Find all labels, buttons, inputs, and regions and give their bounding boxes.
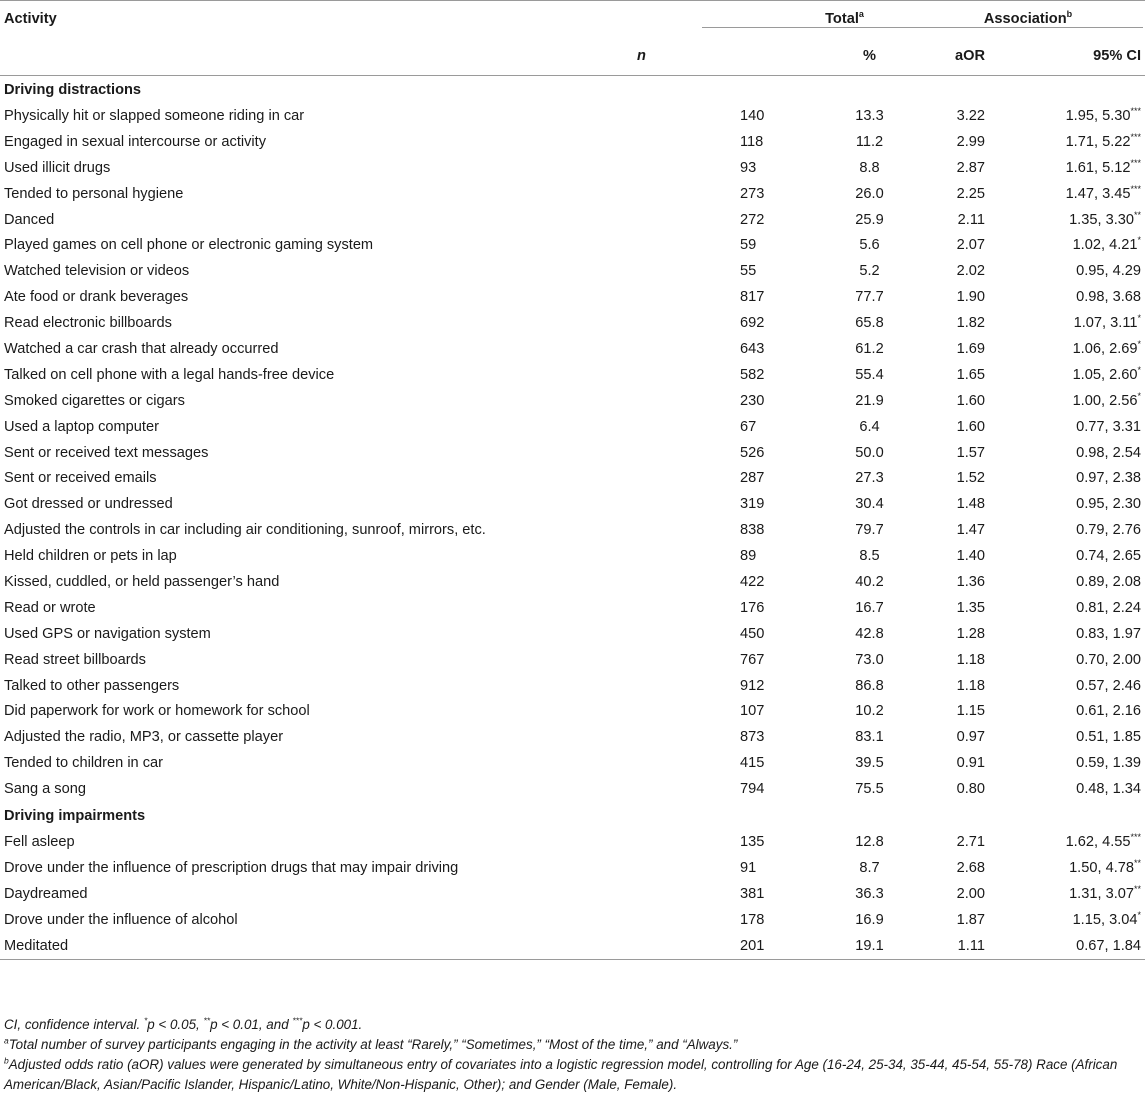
cell-pct: 10.2 xyxy=(855,703,884,720)
cell-pct: 36.3 xyxy=(855,885,884,902)
cell-n: 912 xyxy=(740,677,765,694)
cell-activity: Read or wrote xyxy=(4,599,96,616)
header-total: Total$^a$ xyxy=(590,1,896,38)
cell-activity: Used illicit drugs xyxy=(4,159,111,176)
table-row xyxy=(0,155,1145,181)
table-row xyxy=(0,569,1145,595)
cell-pct: 73.0 xyxy=(855,651,884,668)
ci-value: 0.79, 2.76 xyxy=(1076,522,1141,539)
cell-n: 287 xyxy=(740,470,765,487)
ci-value: 0.95, 2.30 xyxy=(1076,496,1141,513)
table-footnotes xyxy=(4,1015,1141,1095)
cell-aor: 1.18 xyxy=(956,651,985,668)
ci-value: 1.31, 3.07 xyxy=(1069,885,1134,902)
cell-activity: Sent or received text messages xyxy=(4,444,209,461)
cell-n: 838 xyxy=(740,522,765,539)
cell-n: 767 xyxy=(740,651,765,668)
ci-value: 0.61, 2.16 xyxy=(1076,703,1141,720)
cell-n: 89 xyxy=(740,548,757,565)
table-row xyxy=(0,855,1145,881)
table-row xyxy=(0,647,1145,673)
table-header xyxy=(0,1,1145,76)
cell-pct: 65.8 xyxy=(855,315,884,332)
table-row xyxy=(0,129,1145,155)
cell-pct: 25.9 xyxy=(855,211,884,228)
cell-aor: 1.90 xyxy=(956,289,985,306)
cell-activity: Used GPS or navigation system xyxy=(4,625,211,642)
table-row xyxy=(0,336,1145,362)
cell-aor: 1.40 xyxy=(956,548,985,565)
cell-pct: 6.4 xyxy=(859,418,880,435)
cell-ci xyxy=(995,129,1145,155)
significance-marker: * xyxy=(1137,390,1141,401)
cell-activity: Engaged in sexual intercourse or activity xyxy=(4,133,267,150)
cell-pct: 61.2 xyxy=(855,340,884,357)
header-ci: 95% CI xyxy=(1093,48,1141,64)
significance-marker: *** xyxy=(1130,157,1141,168)
cell-aor: 2.11 xyxy=(957,211,985,228)
cell-pct: 16.9 xyxy=(855,911,884,928)
cell-n: 140 xyxy=(740,107,765,124)
cell-aor: 3.22 xyxy=(956,107,985,124)
cell-ci xyxy=(995,388,1145,414)
cell-aor: 2.87 xyxy=(956,159,985,176)
footnote-b: $^b$Adjusted odds ratio (aOR) values were generated by simultaneous entry of covariates into a logistic regression model, controlling for Age (16-24, 25-34, 35-44, 45-54, 55-78) Race (African American/Black, Asian/Pacific Islander, Hispanic/Latino, White/Non-Hispanic, Other); and Gender (Male, Female). xyxy=(4,1055,1118,1092)
ci-value: 1.61, 5.12 xyxy=(1065,159,1131,176)
cell-ci xyxy=(995,569,1145,595)
cell-ci xyxy=(995,362,1145,388)
cell-aor: 0.97 xyxy=(956,729,985,746)
header-row-2 xyxy=(0,37,1145,76)
ci-value: 0.67, 1.84 xyxy=(1076,937,1141,954)
cell-pct: 40.2 xyxy=(855,573,884,590)
ci-value: 1.15, 3.04 xyxy=(1072,911,1138,928)
cell-activity: Played games on cell phone or electronic gaming system xyxy=(4,237,374,254)
cell-aor: 1.47 xyxy=(956,522,985,539)
cell-activity: Adjusted the radio, MP3, or cassette player xyxy=(4,729,284,746)
cell-n: 643 xyxy=(740,340,765,357)
significance-marker: *** xyxy=(1130,832,1141,843)
cell-ci xyxy=(995,440,1145,466)
cell-n: 118 xyxy=(740,133,764,150)
significance-marker: *** xyxy=(1130,131,1141,142)
cell-ci xyxy=(995,881,1145,907)
cell-activity: Daydreamed xyxy=(4,885,88,902)
cell-ci xyxy=(995,907,1145,933)
cell-ci xyxy=(995,595,1145,621)
cell-pct: 26.0 xyxy=(855,185,884,202)
cell-n: 422 xyxy=(740,573,765,590)
cell-ci xyxy=(995,543,1145,569)
ci-value: 0.83, 1.97 xyxy=(1076,625,1141,642)
cell-n: 272 xyxy=(740,211,765,228)
cell-aor: 2.07 xyxy=(956,237,985,254)
table-row xyxy=(0,414,1145,440)
cell-activity: Did paperwork for work or homework for school xyxy=(4,703,310,720)
header-row-1 xyxy=(0,1,1145,38)
cell-ci xyxy=(995,414,1145,440)
significance-marker: ** xyxy=(1133,858,1141,869)
cell-pct: 83.1 xyxy=(855,729,884,746)
ci-value: 1.71, 5.22 xyxy=(1065,133,1131,150)
cell-pct: 13.3 xyxy=(855,107,884,124)
ci-value: 0.51, 1.85 xyxy=(1076,729,1141,746)
table-row xyxy=(0,284,1145,310)
cell-aor: 0.80 xyxy=(956,781,985,798)
cell-aor: 1.57 xyxy=(956,444,985,461)
section-title: Driving distractions xyxy=(4,81,142,98)
cell-pct: 50.0 xyxy=(855,444,884,461)
cell-pct: 8.7 xyxy=(859,859,880,876)
cell-ci xyxy=(995,750,1145,776)
ci-value: 1.35, 3.30 xyxy=(1069,211,1134,228)
cell-aor: 2.00 xyxy=(956,885,985,902)
cell-pct: 5.6 xyxy=(859,237,880,254)
ci-value: 0.98, 2.54 xyxy=(1076,444,1141,461)
cell-activity: Meditated xyxy=(4,937,69,954)
cell-activity: Drove under the influence of prescription drugs that may impair driving xyxy=(4,859,459,876)
cell-n: 873 xyxy=(740,729,765,746)
ci-value: 0.98, 3.68 xyxy=(1076,289,1141,306)
cell-pct: 79.7 xyxy=(855,522,884,539)
ci-value: 0.77, 3.31 xyxy=(1076,418,1141,435)
cell-aor: 2.68 xyxy=(956,859,985,876)
cell-ci xyxy=(995,336,1145,362)
cell-activity: Talked on cell phone with a legal hands-free device xyxy=(4,366,335,383)
table-row xyxy=(0,776,1145,802)
cell-pct: 75.5 xyxy=(855,781,884,798)
cell-n: 93 xyxy=(740,159,757,176)
cell-n: 415 xyxy=(740,755,765,772)
cell-pct: 5.2 xyxy=(859,263,880,280)
table-row xyxy=(0,258,1145,284)
ci-value: 1.05, 2.60 xyxy=(1072,366,1138,383)
cell-n: 107 xyxy=(740,703,765,720)
ci-value: 1.06, 2.69 xyxy=(1072,340,1138,357)
cell-aor: 1.69 xyxy=(956,340,985,357)
cell-pct: 55.4 xyxy=(855,366,884,383)
cell-activity: Ate food or drank beverages xyxy=(4,289,189,306)
cell-activity: Watched a car crash that already occurred xyxy=(4,340,279,357)
section-header-row xyxy=(0,802,1145,829)
cell-ci xyxy=(995,933,1145,959)
ci-value: 1.00, 2.56 xyxy=(1072,392,1138,409)
cell-n: 67 xyxy=(740,418,757,435)
ci-value: 1.02, 4.21 xyxy=(1072,237,1138,254)
significance-marker: * xyxy=(1137,909,1141,920)
table-row xyxy=(0,621,1145,647)
cell-n: 135 xyxy=(740,833,765,850)
table-row xyxy=(0,181,1145,207)
table-row xyxy=(0,543,1145,569)
ci-value: 0.89, 2.08 xyxy=(1076,573,1141,590)
cell-n: 582 xyxy=(740,366,765,383)
ci-value: 1.47, 3.45 xyxy=(1065,185,1131,202)
cell-n: 176 xyxy=(740,599,765,616)
cell-ci xyxy=(995,621,1145,647)
cell-ci xyxy=(995,258,1145,284)
cell-n: 273 xyxy=(740,185,765,202)
cell-aor: 2.25 xyxy=(956,185,985,202)
cell-ci xyxy=(995,465,1145,491)
header-association: Association$^b$ xyxy=(896,1,1145,38)
table-row xyxy=(0,465,1145,491)
ci-value: 1.07, 3.11 xyxy=(1073,315,1138,332)
cell-activity: Talked to other passengers xyxy=(4,677,180,694)
cell-activity: Read electronic billboards xyxy=(4,315,172,332)
cell-ci xyxy=(995,647,1145,673)
cell-aor: 1.28 xyxy=(956,625,985,642)
significance-marker: * xyxy=(1137,364,1141,375)
section-header-row xyxy=(0,76,1145,104)
cell-aor: 1.60 xyxy=(956,392,985,409)
cell-n: 59 xyxy=(740,237,757,254)
cell-ci xyxy=(995,673,1145,699)
cell-activity: Physically hit or slapped someone riding in car xyxy=(4,107,305,124)
cell-activity: Danced xyxy=(4,211,55,228)
significance-marker: * xyxy=(1137,235,1141,246)
footnote-a: $^a$Total number of survey participants engaging in the activity at least “Rarely,” “Sometimes,” “Most of the time,” and “Always.” xyxy=(4,1035,738,1052)
cell-n: 692 xyxy=(740,315,765,332)
ci-value: 1.95, 5.30 xyxy=(1065,107,1131,124)
cell-pct: 12.8 xyxy=(855,833,884,850)
cell-activity: Sang a song xyxy=(4,781,86,798)
ci-value: 1.62, 4.55 xyxy=(1065,833,1131,850)
cell-aor: 1.60 xyxy=(956,418,985,435)
cell-n: 201 xyxy=(740,937,765,954)
header-activity: Activity xyxy=(4,11,57,27)
cell-activity: Drove under the influence of alcohol xyxy=(4,911,238,928)
cell-pct: 86.8 xyxy=(855,677,884,694)
cell-pct: 11.2 xyxy=(855,133,884,150)
cell-ci xyxy=(995,155,1145,181)
cell-aor: 2.71 xyxy=(956,833,985,850)
table-row xyxy=(0,933,1145,959)
cell-activity: Adjusted the controls in car including air conditioning, sunroof, mirrors, etc. xyxy=(4,522,486,539)
cell-pct: 8.5 xyxy=(859,548,880,565)
cell-n: 381 xyxy=(740,885,765,902)
ci-value: 0.48, 1.34 xyxy=(1076,781,1141,798)
table-row xyxy=(0,673,1145,699)
table-row xyxy=(0,698,1145,724)
cell-aor: 1.15 xyxy=(956,703,985,720)
table-row xyxy=(0,881,1145,907)
table-row xyxy=(0,440,1145,466)
cell-n: 817 xyxy=(740,289,765,306)
ci-value: 0.57, 2.46 xyxy=(1076,677,1141,694)
cell-n: 91 xyxy=(740,859,757,876)
cell-aor: 2.02 xyxy=(956,263,985,280)
cell-ci xyxy=(995,103,1145,129)
cell-n: 526 xyxy=(740,444,765,461)
cell-pct: 42.8 xyxy=(855,625,884,642)
cell-activity: Watched television or videos xyxy=(4,263,190,280)
table-row xyxy=(0,517,1145,543)
cell-n: 178 xyxy=(740,911,765,928)
table-row xyxy=(0,232,1145,258)
table-row xyxy=(0,207,1145,233)
significance-marker: * xyxy=(1137,339,1141,350)
cell-aor: 1.52 xyxy=(956,470,985,487)
cell-ci xyxy=(995,855,1145,881)
cell-pct: 21.9 xyxy=(855,392,884,409)
ci-value: 0.59, 1.39 xyxy=(1076,755,1141,772)
table-row xyxy=(0,724,1145,750)
cell-aor: 1.87 xyxy=(956,911,985,928)
cell-n: 55 xyxy=(740,263,757,280)
table-row xyxy=(0,750,1145,776)
cell-pct: 16.7 xyxy=(855,599,884,616)
ci-value: 0.74, 2.65 xyxy=(1076,548,1141,565)
cell-ci xyxy=(995,232,1145,258)
cell-activity: Smoked cigarettes or cigars xyxy=(4,392,185,409)
table-row xyxy=(0,103,1145,129)
cell-aor: 1.18 xyxy=(956,677,985,694)
cell-ci xyxy=(995,829,1145,855)
cell-pct: 8.8 xyxy=(859,159,880,176)
cell-activity: Got dressed or undressed xyxy=(4,496,173,513)
header-blank xyxy=(0,37,590,76)
cell-n: 794 xyxy=(740,781,765,798)
significance-marker: * xyxy=(1137,313,1141,324)
cell-pct: 27.3 xyxy=(855,470,884,487)
cell-aor: 2.99 xyxy=(956,133,985,150)
section-title: Driving impairments xyxy=(4,807,146,824)
cell-aor: 1.36 xyxy=(956,573,985,590)
table-row xyxy=(0,907,1145,933)
table-row xyxy=(0,362,1145,388)
cell-aor: 1.65 xyxy=(956,366,985,383)
significance-marker: *** xyxy=(1130,106,1141,117)
ci-value: 0.97, 2.38 xyxy=(1076,470,1141,487)
header-pct: % xyxy=(863,48,876,64)
cell-ci xyxy=(995,207,1145,233)
cell-activity: Tended to personal hygiene xyxy=(4,185,184,202)
cell-aor: 1.48 xyxy=(956,496,985,513)
cell-ci xyxy=(995,284,1145,310)
table-row xyxy=(0,829,1145,855)
cell-ci xyxy=(995,698,1145,724)
ci-value: 0.70, 2.00 xyxy=(1076,651,1141,668)
ci-value: 1.50, 4.78 xyxy=(1069,859,1134,876)
cell-n: 450 xyxy=(740,625,765,642)
header-aor: aOR xyxy=(954,48,985,64)
significance-marker: ** xyxy=(1133,209,1141,220)
cell-ci xyxy=(995,491,1145,517)
cell-n: 319 xyxy=(740,496,765,513)
cell-pct: 30.4 xyxy=(855,496,884,513)
cell-n: 230 xyxy=(740,392,765,409)
ci-value: 0.81, 2.24 xyxy=(1076,599,1141,616)
ci-value: 0.95, 4.29 xyxy=(1076,263,1141,280)
cell-activity: Read street billboards xyxy=(4,651,146,668)
cell-pct: 39.5 xyxy=(855,755,884,772)
cell-ci xyxy=(995,181,1145,207)
cell-pct: 19.1 xyxy=(855,937,884,954)
cell-aor: 1.11 xyxy=(957,937,985,954)
table-row xyxy=(0,595,1145,621)
table-body xyxy=(0,76,1145,960)
cell-ci xyxy=(995,310,1145,336)
cell-ci xyxy=(995,517,1145,543)
header-n: n xyxy=(637,48,646,64)
table-row xyxy=(0,388,1145,414)
footnote-ci: CI, confidence interval. *p < 0.05, **p < 0.01, and ***p < 0.001. xyxy=(4,1015,363,1032)
cell-activity: Used a laptop computer xyxy=(4,418,159,435)
cell-ci xyxy=(995,724,1145,750)
significance-marker: *** xyxy=(1130,183,1141,194)
cell-activity: Sent or received emails xyxy=(4,470,157,487)
cell-activity: Kissed, cuddled, or held passenger’s hand xyxy=(4,573,280,590)
cell-aor: 1.35 xyxy=(956,599,985,616)
cell-activity: Held children or pets in lap xyxy=(4,548,177,565)
significance-marker: ** xyxy=(1133,883,1141,894)
cell-aor: 1.82 xyxy=(956,315,985,332)
table-row xyxy=(0,310,1145,336)
cell-ci xyxy=(995,776,1145,802)
cell-activity: Fell asleep xyxy=(4,833,75,850)
cell-activity: Tended to children in car xyxy=(4,755,164,772)
table-row xyxy=(0,491,1145,517)
cell-pct: 77.7 xyxy=(855,289,884,306)
cell-aor: 0.91 xyxy=(956,755,985,772)
